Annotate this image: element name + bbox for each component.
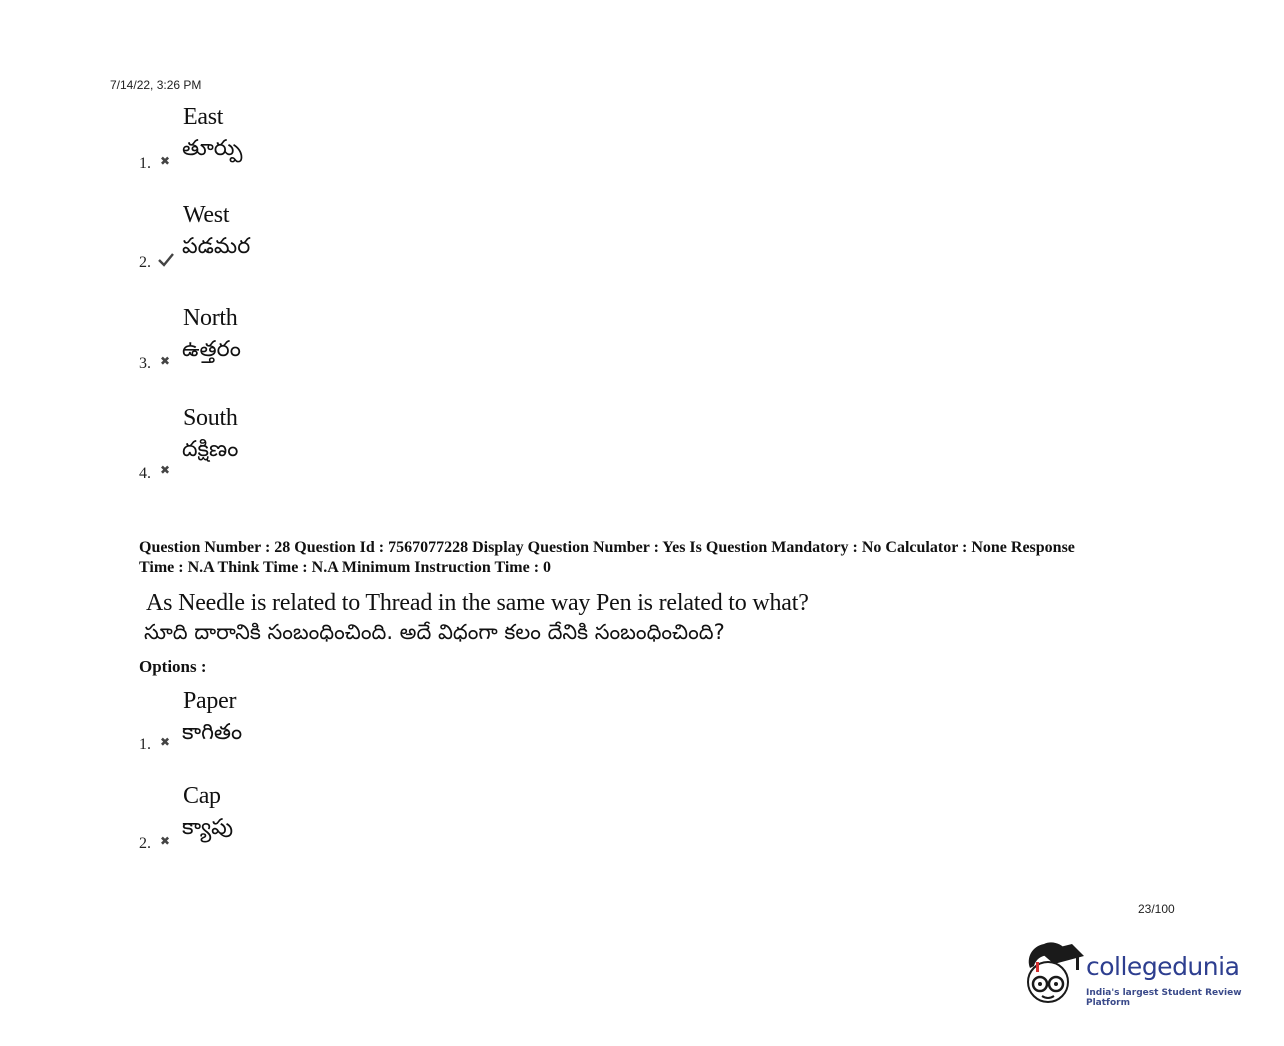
prev-option-1: [139, 104, 439, 184]
options-label: Options :: [139, 657, 207, 676]
option-number: 4.: [139, 465, 151, 482]
option-text-telugu: తూర్పు: [182, 136, 243, 161]
option-2: [139, 783, 439, 863]
option-number: 2.: [139, 835, 151, 852]
prev-option-3: [139, 305, 439, 385]
prev-option-4: [139, 405, 439, 485]
option-text-english: Cap: [183, 783, 221, 809]
question-text-telugu: సూది దారానికి సంబంధించింది. అదే విధంగా కలం దేనికి సంబంధించింది?: [144, 620, 725, 644]
option-number: 1.: [139, 155, 151, 172]
check-icon: [158, 253, 172, 267]
cross-icon: ✖: [159, 354, 171, 368]
question-text-english: As Needle is related to Thread in the same way Pen is related to what?: [146, 590, 809, 616]
cross-icon: ✖: [159, 834, 171, 848]
brand-logo: [1022, 938, 1262, 1010]
option-text-english: East: [183, 104, 224, 130]
option-text-english: West: [183, 202, 230, 228]
option-number: 3.: [139, 355, 151, 372]
option-text-telugu: కాగితం: [182, 720, 243, 745]
question-meta: [139, 538, 1169, 578]
cross-icon: ✖: [159, 735, 171, 749]
option-text-telugu: ఉత్తరం: [182, 337, 241, 362]
page-number: 23/100: [1138, 902, 1175, 916]
option-text-english: North: [183, 305, 238, 331]
mascot-icon: [1022, 938, 1086, 1010]
cross-icon: ✖: [159, 463, 171, 477]
option-number: 1.: [139, 736, 151, 753]
brand-tagline: India's largest Student Review Platform: [1086, 988, 1242, 1008]
option-text-english: Paper: [183, 688, 237, 714]
cross-icon: ✖: [159, 154, 171, 168]
question-meta-line1: Question Number : 28 Question Id : 7567077228 Display Question Number : Yes Is Question Mandatory : No Calculator : None Response: [139, 539, 1075, 556]
brand-name: collegedunia: [1086, 952, 1240, 981]
option-text-telugu: పడమర: [182, 234, 251, 259]
option-text-telugu: దక్షిణం: [182, 437, 239, 462]
prev-option-2: [139, 202, 439, 282]
option-1: [139, 688, 439, 768]
option-number: 2.: [139, 254, 151, 271]
option-text-english: South: [183, 405, 238, 431]
question-meta-line2: Time : N.A Think Time : N.A Minimum Instruction Time : 0: [139, 559, 552, 576]
option-text-telugu: క్యాపు: [182, 815, 234, 840]
timestamp: 7/14/22, 3:26 PM: [110, 78, 202, 92]
